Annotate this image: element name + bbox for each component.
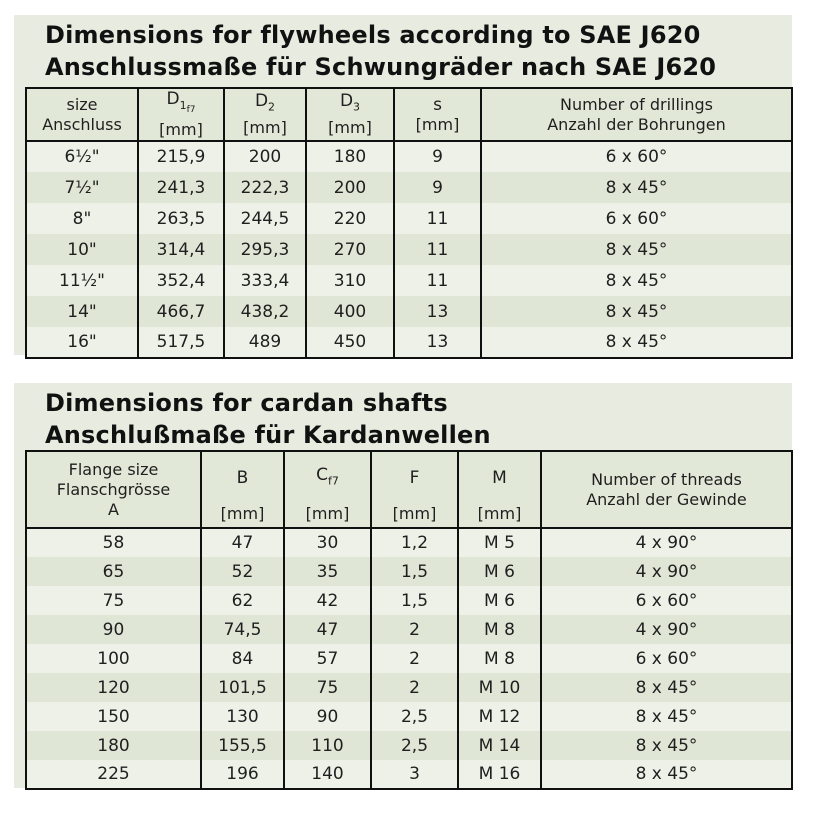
flywheels-table-header bbox=[26, 88, 792, 141]
cf7-symbol: $C_{f7}$ bbox=[316, 464, 339, 488]
cell: 75 bbox=[102, 590, 125, 611]
cell: 9 bbox=[394, 172, 481, 203]
cell: 466,7 bbox=[138, 296, 224, 327]
table-row bbox=[26, 265, 792, 296]
cell: 1,5 bbox=[371, 586, 458, 615]
table-row bbox=[26, 203, 792, 234]
cardan-table bbox=[25, 450, 793, 790]
flywheels-titles bbox=[14, 15, 792, 83]
cell: 8 x 45° bbox=[481, 172, 792, 203]
cell: 52 bbox=[201, 557, 284, 586]
cell: 57 bbox=[284, 644, 371, 673]
cell: 62 bbox=[201, 586, 284, 615]
cell: 8 x 45° bbox=[481, 296, 792, 327]
cell: 8 x 45° bbox=[481, 327, 792, 358]
cell: M 6 bbox=[458, 586, 541, 615]
table-row bbox=[26, 141, 792, 172]
table-row bbox=[26, 327, 792, 358]
cell: 8 x 45° bbox=[481, 234, 792, 265]
cell: 140 bbox=[284, 760, 371, 789]
cell: 450 bbox=[306, 327, 394, 358]
d3-symbol: $D_3$ bbox=[339, 91, 361, 114]
b-unit: [mm] bbox=[220, 504, 265, 523]
s-unit: [mm] bbox=[415, 114, 460, 134]
cell: M 5 bbox=[458, 528, 541, 557]
col-size-line1: size bbox=[66, 94, 98, 114]
cell: 438,2 bbox=[224, 296, 306, 327]
cell: 2,5 bbox=[371, 702, 458, 731]
b-symbol: B bbox=[236, 468, 249, 488]
cell: 6 x 60° bbox=[541, 644, 792, 673]
cell: 155,5 bbox=[201, 731, 284, 760]
col-d2 bbox=[224, 88, 306, 141]
cell: 196 bbox=[201, 760, 284, 789]
cell: 6 x 60° bbox=[481, 141, 792, 172]
col-threads bbox=[541, 451, 792, 528]
col-d3 bbox=[306, 88, 394, 141]
cell: 6 x 60° bbox=[541, 586, 792, 615]
f-symbol: F bbox=[409, 468, 420, 488]
f-unit: [mm] bbox=[392, 504, 437, 523]
cell: 47 bbox=[201, 528, 284, 557]
table-row bbox=[26, 644, 792, 673]
cell: 4 x 90° bbox=[541, 615, 792, 644]
s-symbol: s bbox=[433, 94, 442, 115]
table-row bbox=[26, 586, 792, 615]
cardan-title-en: Dimensions for cardan shafts bbox=[45, 389, 448, 417]
cell: 222,3 bbox=[224, 172, 306, 203]
col-threads-line2: Anzahl der Gewinde bbox=[586, 489, 747, 509]
cell: 11 bbox=[394, 265, 481, 296]
cell: 58 bbox=[102, 533, 125, 553]
col-f bbox=[371, 451, 458, 528]
cell: 489 bbox=[224, 327, 306, 358]
flywheels-title-en: Dimensions for flywheels according to SAE J620 bbox=[45, 21, 701, 49]
cell: 263,5 bbox=[138, 203, 224, 234]
cell: 16" bbox=[67, 332, 97, 352]
cell: 14" bbox=[67, 301, 97, 322]
cell: 90 bbox=[284, 702, 371, 731]
cell: 220 bbox=[306, 203, 394, 234]
cell: 84 bbox=[201, 644, 284, 673]
cell: 11 bbox=[394, 234, 481, 265]
cell: 400 bbox=[306, 296, 394, 327]
cell: 1,5 bbox=[371, 557, 458, 586]
d1f7-unit: [mm] bbox=[159, 119, 203, 139]
flywheels-table bbox=[25, 87, 793, 359]
cell: 8 x 45° bbox=[541, 731, 792, 760]
table-row bbox=[26, 760, 792, 789]
cell: M 16 bbox=[458, 760, 541, 789]
cell: 110 bbox=[284, 731, 371, 760]
cell: 200 bbox=[306, 172, 394, 203]
table-row bbox=[26, 296, 792, 327]
cell: 6½" bbox=[64, 147, 100, 167]
cell: 215,9 bbox=[138, 141, 224, 172]
cardan-table-body bbox=[26, 528, 792, 789]
cell: 241,3 bbox=[138, 172, 224, 203]
cell: 517,5 bbox=[138, 327, 224, 358]
cell: 3 bbox=[371, 760, 458, 789]
cardan-titles bbox=[14, 383, 792, 451]
col-flange-line2: Flanschgrösse bbox=[56, 479, 171, 499]
table-row bbox=[26, 528, 792, 557]
cell: 9 bbox=[394, 141, 481, 172]
cell: M 14 bbox=[458, 731, 541, 760]
cell: 225 bbox=[97, 764, 130, 784]
col-flange-line3: A bbox=[108, 499, 119, 519]
cell: 6 x 60° bbox=[481, 203, 792, 234]
cell: 270 bbox=[306, 234, 394, 265]
flywheels-section bbox=[14, 15, 792, 355]
cell: 314,4 bbox=[138, 234, 224, 265]
table-row bbox=[26, 702, 792, 731]
cell: 8 x 45° bbox=[481, 265, 792, 296]
d3-unit: [mm] bbox=[328, 117, 372, 137]
cell: 352,4 bbox=[138, 265, 224, 296]
cell: M 6 bbox=[458, 557, 541, 586]
cell: 13 bbox=[394, 327, 481, 358]
col-s bbox=[394, 88, 481, 141]
table-row bbox=[26, 557, 792, 586]
col-size bbox=[26, 88, 138, 141]
col-drillings bbox=[481, 88, 792, 141]
cell: 120 bbox=[97, 677, 130, 698]
table-row bbox=[26, 615, 792, 644]
table-row bbox=[26, 172, 792, 203]
flywheels-title-de: Anschlussmaße für Schwungräder nach SAE J620 bbox=[45, 53, 717, 81]
cardan-table-header bbox=[26, 451, 792, 528]
d1f7-symbol: $D_{1_{f7}}$ bbox=[166, 89, 196, 115]
cell: 11½" bbox=[59, 270, 105, 291]
col-flange-line1: Flange size bbox=[68, 459, 159, 479]
cell: 30 bbox=[284, 528, 371, 557]
cell: 13 bbox=[394, 296, 481, 327]
col-drillings-line2: Anzahl der Bohrungen bbox=[547, 114, 726, 134]
cell: M 10 bbox=[458, 673, 541, 702]
cell: 244,5 bbox=[224, 203, 306, 234]
cell: 295,3 bbox=[224, 234, 306, 265]
cf7-unit: [mm] bbox=[305, 504, 350, 523]
cell: 200 bbox=[224, 141, 306, 172]
cell: 180 bbox=[97, 735, 130, 756]
cell: 101,5 bbox=[201, 673, 284, 702]
cell: 1,2 bbox=[371, 528, 458, 557]
cell: 47 bbox=[284, 615, 371, 644]
cell: 130 bbox=[201, 702, 284, 731]
cell: 310 bbox=[306, 265, 394, 296]
col-cf7 bbox=[284, 451, 371, 528]
cell: 8 x 45° bbox=[541, 760, 792, 789]
cell: 150 bbox=[97, 706, 130, 727]
table-row bbox=[26, 673, 792, 702]
cell: M 12 bbox=[458, 702, 541, 731]
cell: 8" bbox=[72, 208, 92, 229]
cardan-title-de: Anschlußmaße für Kardanwellen bbox=[45, 421, 491, 449]
cell: 42 bbox=[284, 586, 371, 615]
cell: M 8 bbox=[458, 615, 541, 644]
cell: 2 bbox=[371, 644, 458, 673]
col-m bbox=[458, 451, 541, 528]
cell: 2 bbox=[371, 615, 458, 644]
header-row bbox=[26, 88, 792, 141]
table-row bbox=[26, 731, 792, 760]
cell: 10" bbox=[67, 239, 97, 260]
header-row bbox=[26, 451, 792, 528]
d2-unit: [mm] bbox=[243, 117, 287, 137]
cell: 180 bbox=[306, 141, 394, 172]
cell: 90 bbox=[102, 619, 125, 640]
cell: M 8 bbox=[458, 644, 541, 673]
col-size-line2: Anschluss bbox=[42, 114, 122, 134]
col-threads-line1: Number of threads bbox=[591, 469, 742, 489]
cell: 8 x 45° bbox=[541, 702, 792, 731]
cell: 2,5 bbox=[371, 731, 458, 760]
cell: 65 bbox=[102, 561, 125, 582]
table-row bbox=[26, 234, 792, 265]
cell: 7½" bbox=[64, 177, 100, 198]
cell: 4 x 90° bbox=[541, 557, 792, 586]
cell: 8 x 45° bbox=[541, 673, 792, 702]
cell: 75 bbox=[284, 673, 371, 702]
cardan-section bbox=[14, 383, 792, 788]
cell: 35 bbox=[284, 557, 371, 586]
m-unit: [mm] bbox=[477, 504, 522, 523]
flywheels-table-body bbox=[26, 141, 792, 358]
col-drillings-line1: Number of drillings bbox=[559, 94, 713, 114]
col-d1f7 bbox=[138, 88, 224, 141]
m-symbol: M bbox=[492, 468, 507, 488]
d2-symbol: $D_2$ bbox=[254, 91, 276, 114]
cell: 100 bbox=[97, 648, 130, 669]
cell: 4 x 90° bbox=[541, 528, 792, 557]
cell: 74,5 bbox=[201, 615, 284, 644]
col-b bbox=[201, 451, 284, 528]
cell: 2 bbox=[371, 673, 458, 702]
cell: 333,4 bbox=[224, 265, 306, 296]
col-flange bbox=[26, 451, 201, 528]
cell: 11 bbox=[394, 203, 481, 234]
